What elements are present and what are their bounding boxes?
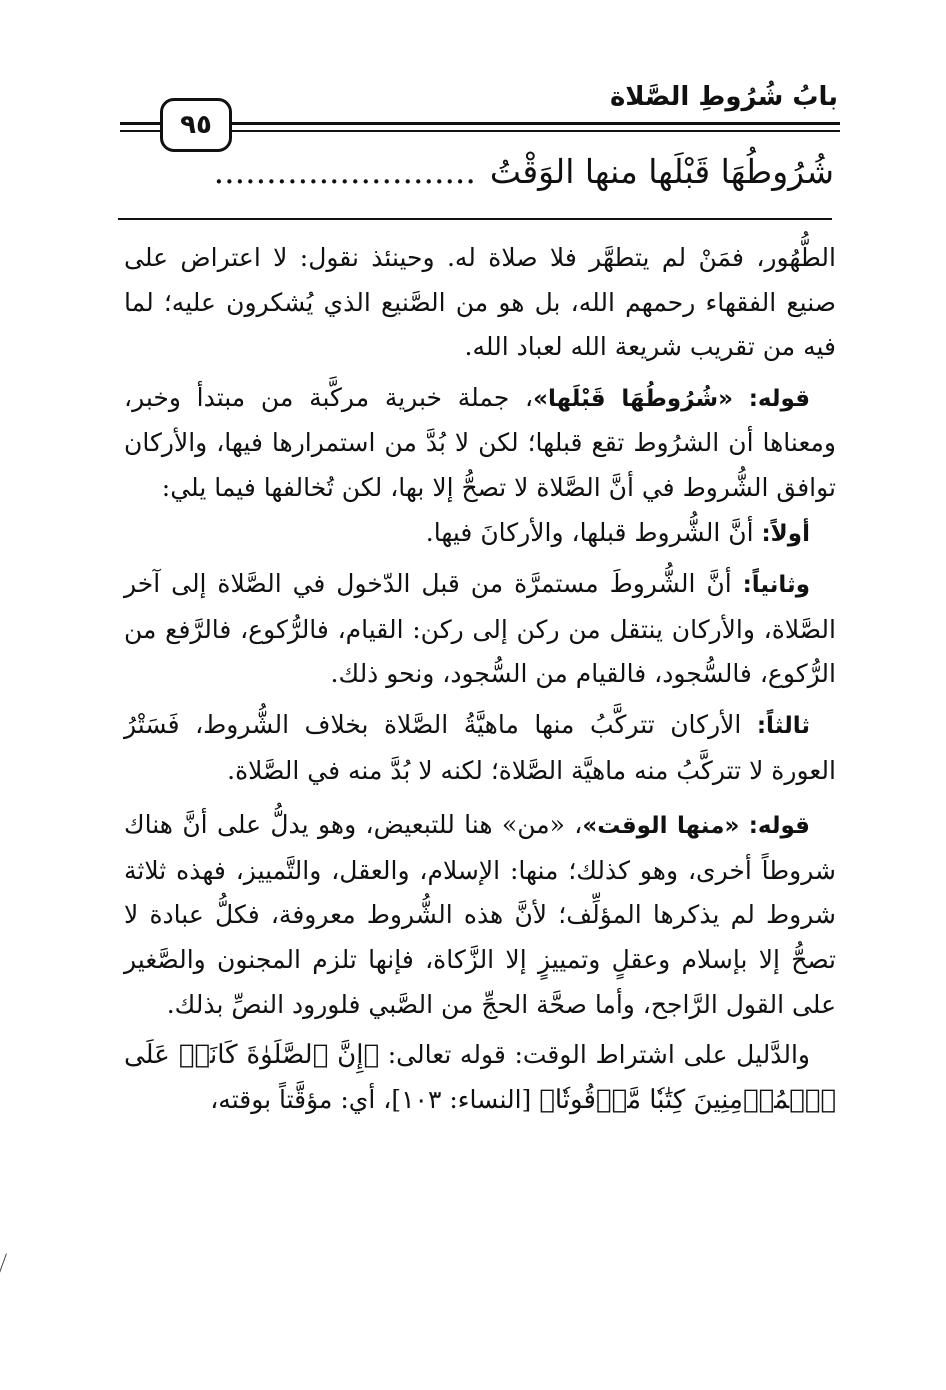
- paragraph-7-text-b: ، أي: مؤقَّتاً بوقته،: [210, 1084, 392, 1114]
- paragraph-6: [124, 803, 836, 1027]
- paragraph-5-text: الأركان تتركَّبُ منها ماهيَّةُ الصَّلاة بخلاف الشُّروط، فَسَتْرُ العورة لا تتركَّبُ منه ماهيَّة الصَّلاة؛ لكنه لا بُدَّ منه في الصَّلاة.: [124, 709, 836, 785]
- paragraph-2: [124, 376, 836, 511]
- paragraph-7-text-a: والدَّليل على اشتراط الوقت: قوله تعالى:: [379, 1040, 810, 1070]
- paragraph-2-text: ، جملة خبرية مركَّبة من مبتدأ وخبر، ومعناها أن الشرُوط تقع قبلها؛ لكن لا بُدَّ من استمرارها فيها، والأركان توافق الشُّروط في أنَّ الصَّلاة لا تصحُّ إلا بها، لكن تُخالفها فيما يلي:: [124, 382, 836, 502]
- paragraph-1: الطُّهُور، فمَنْ لم يتطهَّر فلا صلاة له. وحينئذ نقول: لا اعتراض على صنيع الفقهاء رحمهم الله، بل هو من الصَّنيع الذي يُشكرون عليه؛ لما فيه من تقريب شريعة الله لعباد الله.: [124, 243, 836, 362]
- paragraph-7: [124, 1033, 836, 1122]
- matn-text: شُرُوطُهَا قَبْلَها منها الوَقْتُ: [489, 152, 834, 191]
- matn-heading: [213, 152, 834, 191]
- lead-second: وثانياً:: [742, 572, 810, 599]
- paragraph-5: [124, 703, 836, 793]
- margin-mark: [0, 1253, 13, 1276]
- paragraph-3: [124, 511, 836, 557]
- paragraph-6-text: ، «من» هنا للتبعيض، وهو يدلُّ على أنَّ هناك شروطاً أخرى، وهو كذلك؛ منها: الإسلام، والعقل، والتَّمييز، فهذه ثلاثة شروط لم يذكرها المؤلِّف؛ لأنَّ هذه الشُّروط معروفة، فكلُّ عبادة لا تصحُّ إلا بإسلام وعقلٍ وتمييزٍ إلا الزَّكاة، فإنها تلزم المجنون والصَّغير على القول الرَّاجح، وأما صحَّة الحجِّ من الصَّبي فلورود النصِّ بذلك.: [124, 810, 836, 1019]
- matn-dots: .........................: [213, 152, 476, 191]
- paragraph-4: [124, 562, 836, 697]
- commentary-body: [124, 236, 836, 1122]
- lead-first: أولاً:: [761, 520, 810, 547]
- verse-reference: [النساء: ١٠٣]: [391, 1084, 540, 1114]
- quran-verse: ﴿إِنَّ ٱلصَّلَوٰةَ كَانَتۡ عَلَى ٱلۡمُؤۡمِنِينَ كِتَٰبٗا مَّوۡقُوتٗا﴾: [124, 1040, 836, 1115]
- lead-third: ثالثاً:: [756, 712, 810, 739]
- paragraph-4-text: أنَّ الشُّروطَ مستمرَّة من قبل الدّخول في الصَّلاة إلى آخر الصَّلاة، والأركان ينتقل من ركن إلى ركن: القيام، فالرُّكوع، فالرَّفع من الرُّكوع، فالسُّجود، فالقيام من السُّجود، ونحو ذلك.: [124, 569, 836, 689]
- lead-qawluhu-1: قوله: «شُرُوطُهَا قَبْلَها»: [533, 385, 810, 412]
- paragraph-3-text: أنَّ الشُّروط قبلها، والأركانَ فيها.: [425, 517, 762, 547]
- page-number: ٩٥: [160, 98, 232, 152]
- matn-separator: [118, 218, 832, 220]
- running-title: بابُ شُرُوطِ الصَّلاة: [609, 82, 838, 112]
- lead-qawluhu-2: قوله: «منها الوقت»: [582, 813, 810, 840]
